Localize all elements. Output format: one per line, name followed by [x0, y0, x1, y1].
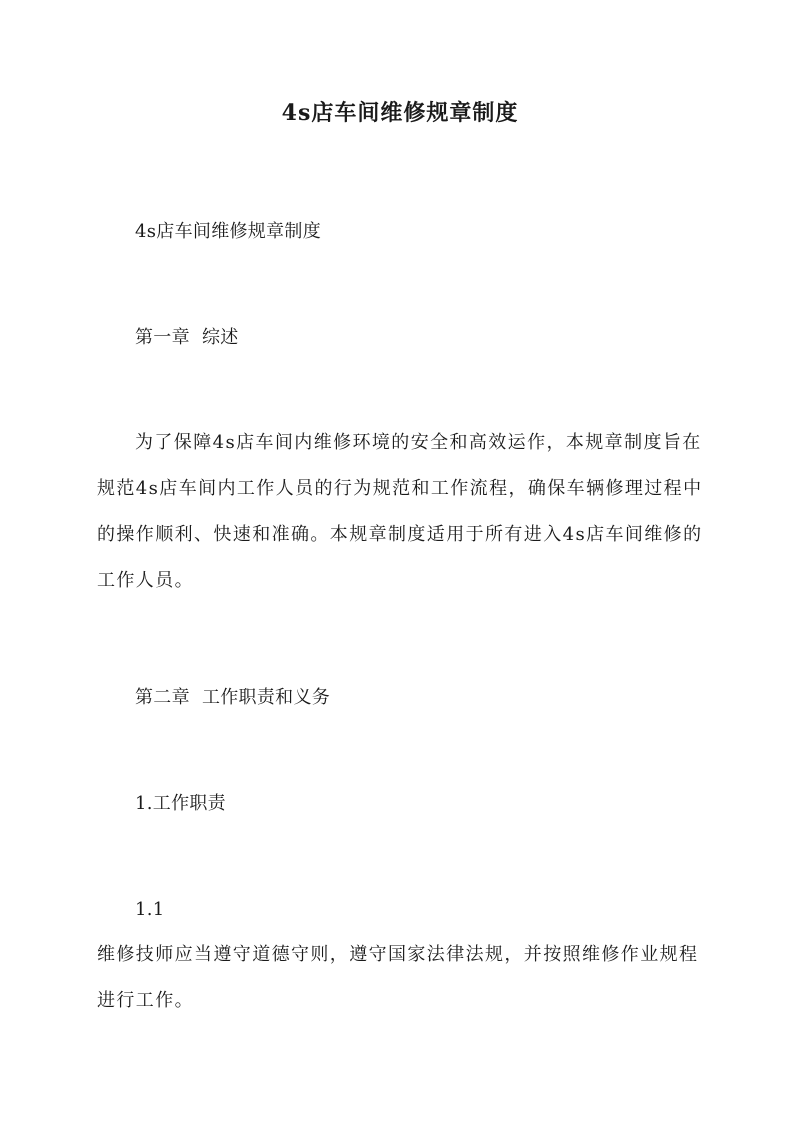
item-1-1-text: 维修技师应当遵守道德守则，遵守国家法律法规，并按照维修作业规程进行工作。: [97, 944, 699, 1011]
item-1-1-number: 1.1: [135, 899, 165, 920]
document-title: 4s店车间维修规章制度: [281, 100, 519, 126]
section-1-heading: 1.工作职责: [135, 793, 226, 814]
chapter-1-heading: 第一章 综述: [135, 327, 239, 348]
document-subtitle: 4s店车间维修规章制度: [135, 221, 321, 242]
chapter-1-paragraph: 为了保障4s店车间内维修环境的安全和高效运作，本规章制度旨在规范4s店车间内工作人员的行为规范和工作流程，确保车辆修理过程中的操作顺利、快速和准确。本规章制度适用于所有进入4s店车间维修的工作人员。: [97, 432, 703, 591]
chapter-2-heading: 第二章 工作职责和义务: [135, 687, 331, 708]
